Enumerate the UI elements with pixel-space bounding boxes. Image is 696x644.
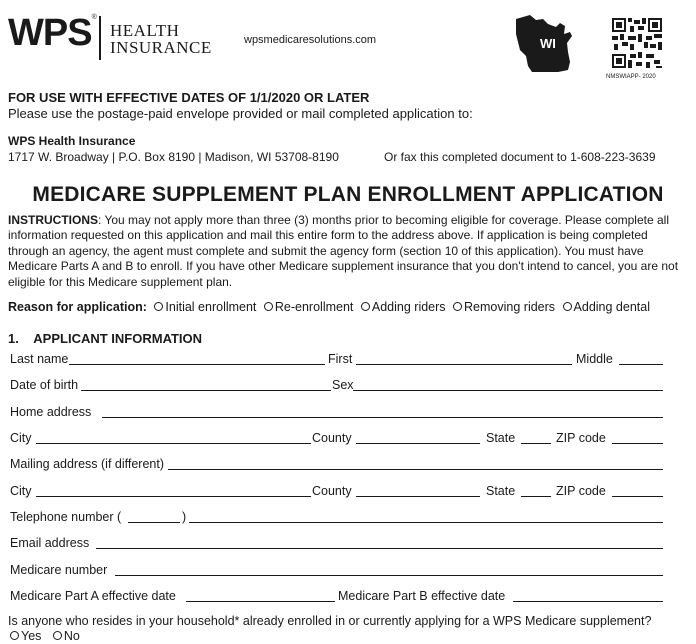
part-b-label: Medicare Part B effective date	[338, 589, 506, 603]
reason-label: Reason for application:	[8, 300, 147, 314]
dob-label: Date of birth	[10, 378, 79, 392]
section-heading: 1. APPLICANT INFORMATION	[8, 331, 203, 346]
radio-icon[interactable]	[10, 631, 19, 640]
last-name-field[interactable]	[69, 364, 325, 365]
reason-option-adding-riders[interactable]: Adding riders	[357, 300, 446, 314]
mailing-county-field[interactable]	[356, 496, 480, 497]
area-code-field[interactable]	[128, 522, 180, 523]
household-no[interactable]: No	[49, 629, 80, 643]
state-field[interactable]	[521, 443, 551, 444]
reason-option-removing-riders[interactable]: Removing riders	[449, 300, 555, 314]
last-name-label: Last name	[10, 352, 69, 366]
mailing-state-field[interactable]	[521, 496, 551, 497]
zip-label: ZIP code	[556, 431, 606, 445]
reason-option-reenrollment[interactable]: Re-enrollment	[260, 300, 354, 314]
fax-number: Or fax this completed document to 1-608-223-3639	[384, 150, 656, 164]
mailing-city-field[interactable]	[36, 496, 311, 497]
home-address-label: Home address	[10, 405, 92, 419]
state-label: WI	[540, 36, 556, 51]
website-link[interactable]: wpsmedicaresolutions.com	[244, 34, 377, 46]
qr-code[interactable]	[612, 18, 662, 73]
part-a-field[interactable]	[186, 601, 335, 602]
mailing-address-label: Mailing address (if different)	[10, 457, 165, 471]
first-name-label: First	[328, 352, 353, 366]
household-yes[interactable]: Yes	[6, 629, 41, 643]
middle-name-label: Middle	[576, 352, 613, 366]
radio-icon[interactable]	[264, 302, 273, 311]
logo-health-insurance: HEALTH INSURANCE	[110, 21, 212, 57]
telephone-label: Telephone number (	[10, 510, 122, 524]
reason-option-initial[interactable]: Initial enrollment	[150, 300, 256, 314]
instructions	[8, 213, 684, 290]
wps-logo: WPS®	[8, 12, 96, 54]
mailing-city-label: City	[10, 484, 32, 498]
email-field[interactable]	[96, 548, 663, 549]
sex-field[interactable]	[353, 390, 663, 391]
company-address: 1717 W. Broadway | P.O. Box 8190 | Madison, WI 53708-8190	[8, 150, 339, 164]
wisconsin-map-icon	[510, 10, 578, 83]
mailing-zip-label: ZIP code	[556, 484, 606, 498]
sex-label: Sex	[332, 378, 354, 392]
form-title: MEDICARE SUPPLEMENT PLAN ENROLLMENT APPLICATION	[32, 183, 664, 206]
radio-icon[interactable]	[154, 302, 163, 311]
city-label: City	[10, 431, 32, 445]
mailing-address-field[interactable]	[168, 469, 663, 470]
reason-for-application	[8, 300, 650, 314]
effective-dates-heading: FOR USE WITH EFFECTIVE DATES OF 1/1/2020 OR LATER	[8, 90, 370, 105]
mailing-zip-field[interactable]	[612, 496, 663, 497]
radio-icon[interactable]	[361, 302, 370, 311]
part-a-label: Medicare Part A effective date	[10, 589, 176, 603]
mailing-county-label: County	[312, 484, 352, 498]
form-id: NMSWIAPP- 2020	[606, 74, 656, 80]
radio-icon[interactable]	[53, 631, 62, 640]
zip-field[interactable]	[612, 443, 663, 444]
household-question: Is anyone who resides in your household* already enrolled in or currently applying for a WPS Medicare supplement?	[8, 614, 652, 628]
household-options	[6, 629, 80, 643]
reason-option-adding-dental[interactable]: Adding dental	[559, 300, 650, 314]
mailing-state-label: State	[486, 484, 516, 498]
company-name: WPS Health Insurance	[8, 134, 136, 148]
radio-icon[interactable]	[563, 302, 572, 311]
telephone-close-paren: )	[182, 510, 187, 524]
dob-field[interactable]	[81, 390, 331, 391]
medicare-number-label: Medicare number	[10, 563, 108, 577]
radio-icon[interactable]	[453, 302, 462, 311]
county-field[interactable]	[356, 443, 480, 444]
instructions-text: : You may not apply more than three (3) months prior to becoming eligible for coverage. Please complete all information requested on this application and mail this entire form to the address above. If application is being completed through an agency, the agent must complete and submit the agency form (section 10 of this application). You must have Medicare Parts A and B to enroll. If you have other Medicare supplement insurance that you don't intend to cancel, you are not eligible for this Medicare supplement plan.	[8, 213, 679, 289]
first-name-field[interactable]	[356, 364, 572, 365]
email-label: Email address	[10, 536, 90, 550]
telephone-field[interactable]	[189, 522, 663, 523]
part-b-field[interactable]	[513, 601, 663, 602]
state-label: State	[486, 431, 516, 445]
middle-name-field[interactable]	[619, 364, 663, 365]
home-address-field[interactable]	[102, 417, 663, 418]
instructions-label: INSTRUCTIONS	[8, 213, 98, 227]
city-field[interactable]	[36, 443, 311, 444]
medicare-number-field[interactable]	[115, 575, 663, 576]
mail-instruction: Please use the postage-paid envelope provided or mail completed application to:	[8, 106, 473, 121]
county-label: County	[312, 431, 352, 445]
logo-divider	[99, 16, 101, 60]
